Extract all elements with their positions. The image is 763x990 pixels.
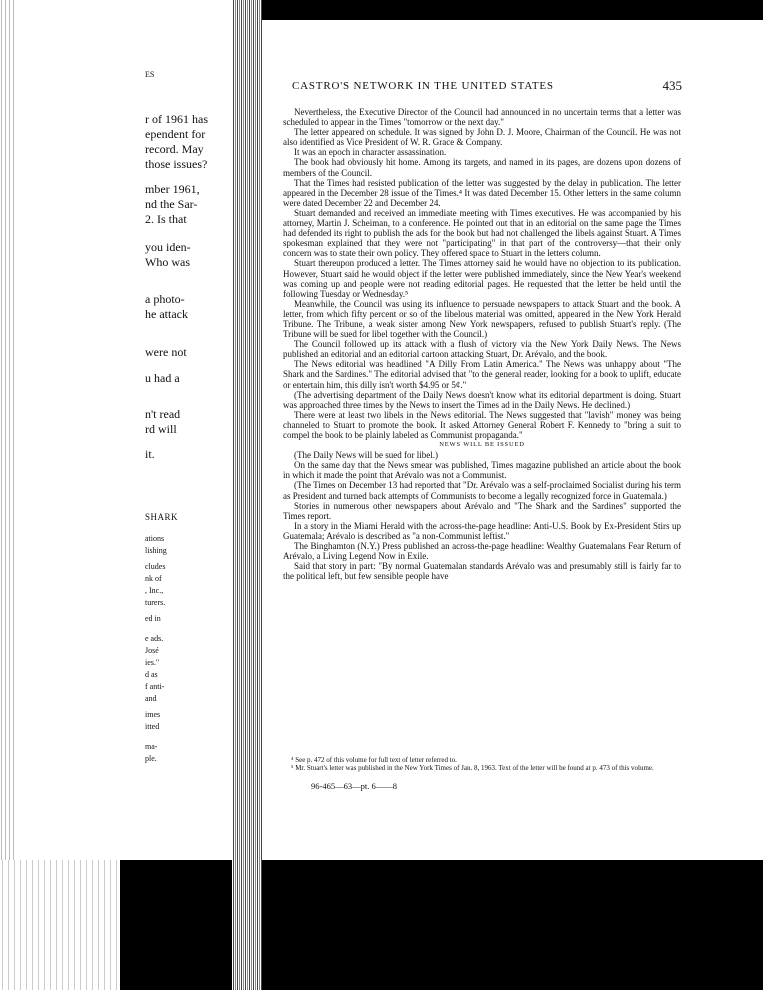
page-body — [283, 107, 681, 581]
body-paragraphs-part-1 — [283, 107, 681, 440]
left-page-line: ependent for — [145, 127, 206, 141]
left-page-line: d as — [145, 670, 158, 679]
printer-signature-mark: 96-465—63—pt. 6——8 — [311, 781, 397, 791]
left-page-line: were not — [145, 345, 187, 359]
body-paragraphs-part-2 — [283, 450, 681, 581]
body-paragraph: The book had obviously hit home. Among its targets, and named in its pages, are dozens upon dozens of members of the Council. — [283, 157, 681, 178]
left-page-line: ES — [145, 70, 155, 79]
footnotes — [283, 756, 681, 772]
footnote-4: ⁴ See p. 472 of this volume for full text of letter referred to. — [291, 756, 457, 764]
body-paragraph: That the Times had resisted publication of the letter was suggested by the delay in publication. The letter appeared in the December 28 issue of the Times.⁴ It was dated December 15. Other letters in the same column were dated December 22 and December 24. — [283, 177, 681, 208]
left-page-line: nd the Sar- — [145, 197, 198, 211]
left-page-line: mber 1961, — [145, 182, 200, 196]
body-paragraph: The Binghamton (N.Y.) Press published an across-the-page headline: Wealthy Guatemalans Fear Return of Arévalo, a Living Legend Now in Exile. — [283, 541, 681, 562]
left-page-line: f anti- — [145, 682, 165, 691]
body-paragraph: Stuart demanded and received an immediate meeting with Times executives. He was accompanied by his attorney, Martin J. Scheiman, to a conference. He pointed out that in an editorial on the same page the Times had defended its right to publish the ads for the book but had not challenged the libels against Stuart. A Times spokesman explained that they were not "participating" in that part of the controversy—that their only concern was to state their own policy. They offered space to Stuart in the letters column. — [283, 207, 681, 259]
left-page-line: Who was — [145, 255, 190, 269]
left-page-line: those issues? — [145, 157, 208, 171]
left-page-edge — [0, 0, 14, 990]
footnote-5: ⁵ Mr. Stuart's letter was published in the New York Times of Jan. 8, 1963. Text of the letter will be found at p. 473 of this volume. — [291, 764, 654, 772]
body-paragraph: (The advertising department of the Daily News doesn't know what its editorial department is doing. Stuart was approached three times by the News to insert the Times ad in the Daily News. He declined.) — [283, 389, 681, 410]
left-page-line: record. May — [145, 142, 204, 156]
left-page-line: n't read — [145, 407, 181, 421]
left-page-line: rd will — [145, 422, 177, 436]
left-page-line: 2. Is that — [145, 212, 187, 226]
left-page-line: ed in — [145, 614, 161, 623]
page-number: 435 — [662, 78, 682, 93]
left-page-line: ple. — [145, 754, 157, 763]
left-page-line: ies." — [145, 658, 160, 667]
left-page-line: it. — [145, 447, 155, 461]
left-page-line: SHARK — [145, 512, 179, 522]
left-page-line: José — [145, 646, 159, 655]
left-page-line: you iden- — [145, 240, 191, 254]
body-paragraph: (The Daily News will be sued for libel.) — [294, 450, 438, 461]
body-paragraph: Meanwhile, the Council was using its influence to persuade newspapers to attack Stuart and the book. A letter, from which fifty percent or so of the libelous material was omitted, appeared in the New York Herald Tribune. The Tribune, a weak sister among New York newspapers, refused to publish Stuart's reply. (The Tribune will be sued for libel together with the Council.) — [283, 298, 681, 340]
left-page-line: e ads. — [145, 634, 164, 643]
left-page-line: turers. — [145, 598, 166, 607]
body-paragraph: On the same day that the News smear was published, Times magazine published an article about the book in which it made the point that Arévalo was not a Communist. — [283, 460, 681, 481]
left-page-line: and — [145, 694, 157, 703]
left-page-line: he attack — [145, 307, 188, 321]
left-page-line: lishing — [145, 546, 167, 555]
body-paragraph: (The Times on December 13 had reported that "Dr. Arévalo was a self-proclaimed Socialist during his term as President and turned back attempts of Communists to become a legally recognized force in Guatemala.) — [283, 480, 681, 501]
left-page-line: r of 1961 has — [145, 112, 208, 126]
top-margin-shadow — [262, 0, 763, 20]
body-paragraph: Said that story in part: "By normal Guatemalan standards Arévalo was and presumably still is fairly far to the political left, but few sensible people have — [283, 561, 681, 582]
section-subheading: NEWS WILL BE ISSUED — [439, 441, 525, 449]
left-page-bottom-edge — [0, 860, 120, 990]
left-page-line: ations — [145, 534, 165, 543]
left-page-text-fragments — [145, 0, 233, 780]
left-page-line: u had a — [145, 371, 180, 385]
left-page-line: ma- — [145, 742, 158, 751]
body-paragraph: The letter appeared on schedule. It was signed by John D. J. Moore, Chairman of the Council. He was not also identified as Vice President of W. R. Grace & Company. — [283, 127, 681, 148]
body-paragraph: Stories in numerous other newspapers about Arévalo and "The Shark and the Sardines" supported the Times report. — [283, 500, 681, 521]
running-header — [292, 80, 682, 92]
left-page-line: nk of — [145, 574, 162, 583]
body-paragraph: It was an epoch in character assassination. — [294, 147, 447, 158]
left-page-line: cludes — [145, 562, 166, 571]
running-title: CASTRO'S NETWORK IN THE UNITED STATES — [292, 80, 554, 92]
body-paragraph: The Council followed up its attack with a flush of victory via the New York Daily News. The News published an editorial and an editorial cartoon attacking Stuart, Dr. Arévalo, and the book. — [283, 339, 681, 360]
left-page-line: itted — [145, 722, 160, 731]
body-paragraph: There were at least two libels in the News editorial. The News suggested that "lavish" money was being channeled to Stuart to promote the book. It asked Attorney General Robert F. Kennedy to "bring a suit to compel the book to be plainly labeled as Communist propaganda." — [283, 409, 681, 440]
left-page-line: a photo- — [145, 292, 185, 306]
body-paragraph: In a story in the Miami Herald with the across-the-page headline: Anti-U.S. Book by Ex-President Stirs up Guatemala; Arévalo is described as "a non-Communist leftist." — [283, 520, 681, 541]
body-paragraph: Stuart thereupon produced a letter. The Times attorney said he would have no objection to its publication. However, Stuart said he would object if the letter were published immediately, since the New Year's weekend was coming up and people were not reading editorial pages. He requested that the letter be held until the following Tuesday or Wednesday.⁵ — [283, 258, 681, 299]
body-paragraph: Nevertheless, the Executive Director of the Council had announced in no uncertain terms that a letter was scheduled to appear in the Times "tomorrow or the next day." — [283, 107, 681, 128]
left-page-line: , Inc., — [145, 586, 164, 595]
book-gutter — [232, 0, 262, 990]
left-page-line: imes — [145, 710, 161, 719]
body-paragraph: The News editorial was headlined "A Dilly From Latin America." The News was unhappy about "The Shark and the Sardines." The editorial advised that "to the general reader, looking for a book to uplift, educate or entertain him, this dilly isn't worth $4.95 or 5¢." — [283, 359, 681, 390]
